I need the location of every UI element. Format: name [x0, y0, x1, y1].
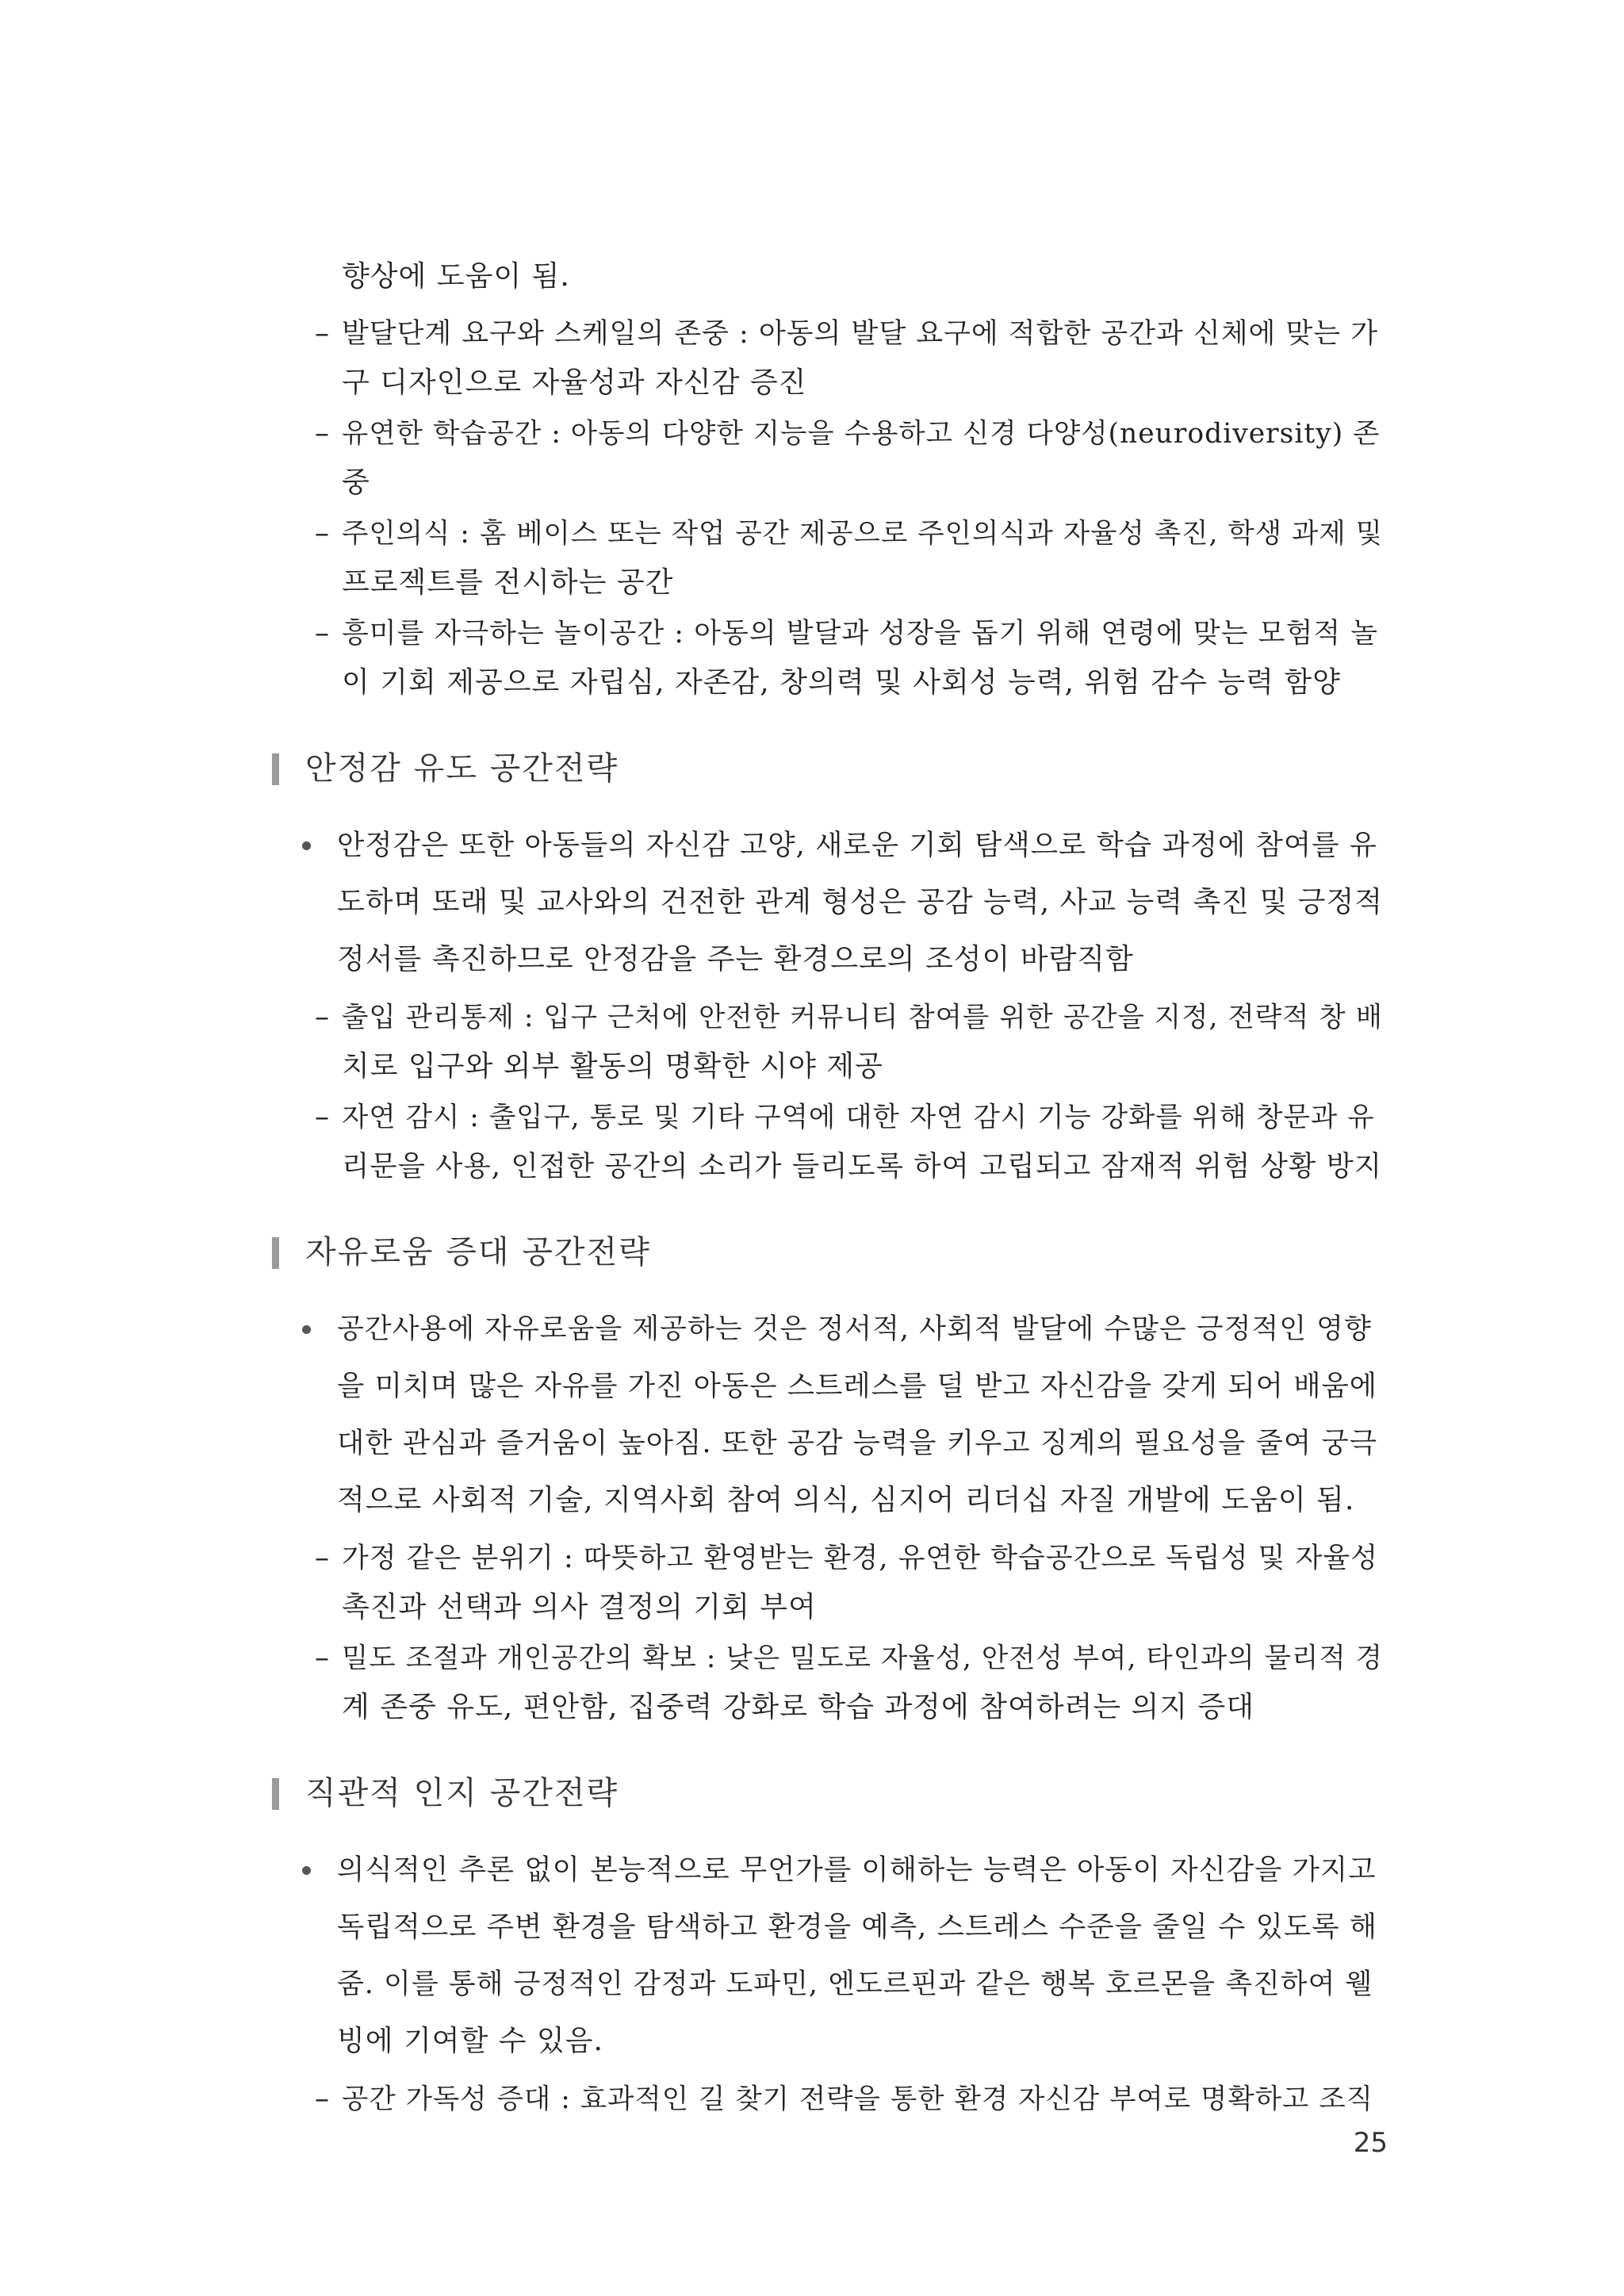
list-item-line: 가정 같은 분위기 : 따뜻하고 환영받는 환경, 유연한 학습공간으로 독립성 및 자율성	[342, 1543, 1379, 1574]
section-heading	[266, 1769, 1384, 1818]
list-item-line: 흥미를 자극하는 놀이공간 : 아동의 발달과 성장을 돕기 위해 연령에 맞는 모험적 놀	[342, 618, 1379, 650]
list-item-line: 구 디자인으로 자율성과 자신감 증진	[342, 366, 807, 399]
section-heading-text: 자유로움 증대 공간전략	[305, 1234, 651, 1271]
dash-marker: –	[315, 417, 329, 450]
section-heading	[266, 1228, 1384, 1277]
paragraph-line: 정서를 촉진하므로 안정감을 주는 환경으로의 조성이 바람직함	[337, 943, 1134, 976]
list-item-line: 공간 가독성 증대 : 효과적인 길 찾기 전략을 통한 환경 자신감 부여로 명확하고 조직	[342, 2083, 1373, 2115]
list-item-line: 자연 감시 : 출입구, 통로 및 기타 구역에 대한 자연 감시 기능 강화를 위해 창문과 유	[342, 1102, 1375, 1133]
paragraph-line: 안정감은 또한 아동들의 자신감 고양, 새로운 기회 탐색으로 학습 과정에 참여를 유	[337, 829, 1378, 861]
bullet-paragraph	[266, 817, 1384, 988]
bullet-dot-icon	[302, 841, 311, 850]
paragraph-line: 을 미치며 많은 자유를 가진 아동은 스트레스를 덜 받고 자신감을 갖게 되어 배움에	[337, 1370, 1378, 1402]
bullet-dot-icon	[302, 1325, 311, 1334]
paragraph-line: 빙에 기여할 수 있음.	[337, 2025, 603, 2057]
paragraph-line: 도하며 또래 및 교사와의 건전한 관계 형성은 공감 능력, 사교 능력 촉진 및 긍정적	[337, 886, 1384, 918]
list-item	[266, 1534, 1384, 1632]
heading-bar-icon	[272, 1778, 279, 1810]
bullet-paragraph	[266, 1842, 1384, 2070]
list-item-line: 프로젝트를 전시하는 공간	[342, 566, 674, 599]
heading-bar-icon	[272, 1237, 279, 1269]
list-item	[266, 2075, 1384, 2124]
dash-marker: –	[315, 1001, 329, 1033]
paragraph-line: 줌. 이를 통해 긍정적인 감정과 도파민, 엔도르핀과 같은 행복 호르몬을 촉진하여 웰	[337, 1968, 1373, 2000]
list-item	[266, 1093, 1384, 1191]
section-heading-text: 직관적 인지 공간전략	[305, 1775, 619, 1811]
dash-marker: –	[315, 1101, 329, 1133]
paragraph-line: 대한 관심과 즐거움이 높아짐. 또한 공감 능력을 키우고 징계의 필요성을 줄여 궁극	[337, 1427, 1378, 1459]
list-item-line: 리문을 사용, 인접한 공간의 소리가 들리도록 하여 고립되고 잠재적 위험 상황 방지	[342, 1150, 1383, 1182]
dash-marker: –	[315, 1642, 329, 1674]
list-item	[266, 409, 1384, 508]
dash-marker: –	[315, 617, 329, 650]
dash-marker: –	[315, 1542, 329, 1574]
list-item-line: 발달단계 요구와 스케일의 존중 : 아동의 발달 요구에 적합한 공간과 신체에 맞는 가	[342, 318, 1379, 350]
list-item-line: 치로 입구와 외부 활동의 명확한 시야 제공	[342, 1050, 883, 1083]
list-item	[266, 509, 1384, 608]
heading-bar-icon	[272, 753, 279, 785]
list-item-line: 촉진과 선택과 의사 결정의 기회 부여	[342, 1591, 817, 1623]
bullet-paragraph	[266, 1301, 1384, 1529]
continuation-line: 향상에 도움이 됨.	[342, 260, 570, 293]
list-item	[266, 993, 1384, 1091]
list-item-line: 주인의식 : 홈 베이스 또는 작업 공간 제공으로 주인의식과 자율성 촉진, 학생 과제 및	[342, 518, 1383, 550]
page-number: 25	[1353, 2127, 1388, 2159]
dash-marker: –	[315, 517, 329, 550]
section-heading	[266, 744, 1384, 793]
section-heading-text: 안정감 유도 공간전략	[305, 750, 619, 787]
list-item-line: 중	[342, 466, 370, 499]
page-content	[266, 252, 1384, 2125]
list-item-line: 계 존중 유도, 편안함, 집중력 강화로 학습 과정에 참여하려는 의지 증대	[342, 1691, 1255, 1723]
list-item-line: 이 기회 제공으로 자립심, 자존감, 창의력 및 사회성 능력, 위험 감수 능력 함양	[342, 666, 1341, 699]
list-item	[266, 609, 1384, 707]
dash-marker: –	[315, 317, 329, 350]
list-item-line: 출입 관리통제 : 입구 근처에 안전한 커뮤니티 참여를 위한 공간을 지정, 전략적 창 배	[342, 1002, 1383, 1033]
list-item-line: 밀도 조절과 개인공간의 확보 : 낮은 밀도로 자율성, 안전성 부여, 타인과의 물리적 경	[342, 1642, 1383, 1674]
paragraph-line: 공간사용에 자유로움을 제공하는 것은 정서적, 사회적 발달에 수많은 긍정적인 영향	[337, 1313, 1372, 1345]
paragraph-line: 적으로 사회적 기술, 지역사회 참여 의식, 심지어 리더십 자질 개발에 도움이 됨.	[337, 1484, 1355, 1516]
paragraph-line: 의식적인 추론 없이 본능적으로 무언가를 이해하는 능력은 아동이 자신감을 가지고	[337, 1853, 1377, 1886]
bullet-dot-icon	[302, 1866, 311, 1875]
list-item-line: 유연한 학습공간 : 아동의 다양한 지능을 수용하고 신경 다양성(neurodiversity) 존	[342, 418, 1381, 450]
paragraph-line: 독립적으로 주변 환경을 탐색하고 환경을 예측, 스트레스 수준을 줄일 수 있도록 해	[337, 1911, 1378, 1943]
list-item	[266, 1634, 1384, 1732]
dash-marker: –	[315, 2083, 329, 2115]
list-item	[266, 309, 1384, 408]
